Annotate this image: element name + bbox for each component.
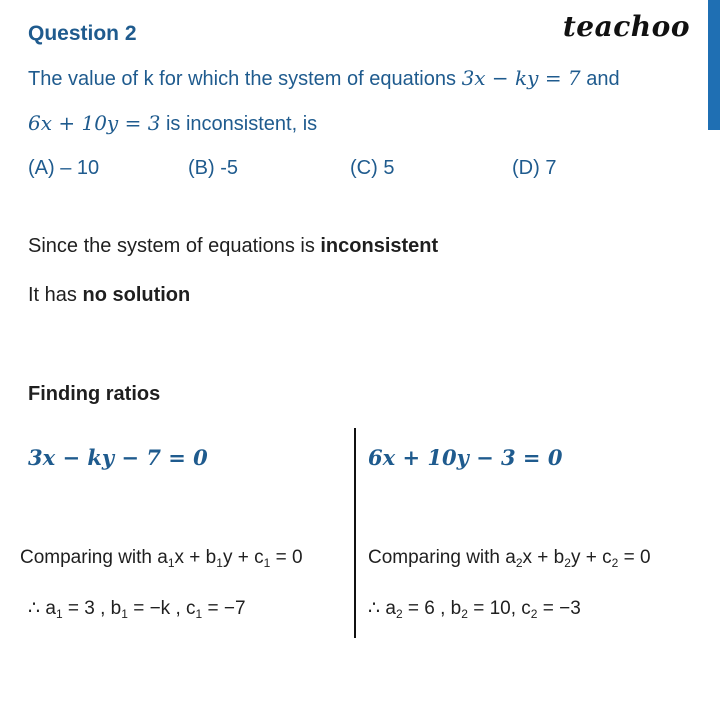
subscript: 2 bbox=[611, 556, 619, 570]
subscript: 2 bbox=[395, 607, 403, 621]
subscript: 2 bbox=[515, 556, 523, 570]
option-a: (A) – 10 bbox=[28, 157, 100, 179]
subscript: 2 bbox=[530, 607, 538, 621]
right-values bbox=[368, 597, 581, 620]
subscript: 2 bbox=[564, 556, 571, 570]
compare-text: = 0 bbox=[270, 547, 303, 568]
option-c: (C) 5 bbox=[350, 157, 395, 179]
values-text: = 10, c bbox=[467, 598, 531, 619]
section-heading: Finding ratios bbox=[28, 383, 161, 405]
compare-text: x + b bbox=[174, 547, 217, 568]
compare-text: x + b bbox=[522, 547, 565, 568]
compare-text: y + c bbox=[570, 547, 612, 568]
compare-text: Comparing with a bbox=[20, 547, 168, 568]
question-text: The value of k for which the system of equations bbox=[28, 68, 462, 90]
solution-line-2 bbox=[28, 284, 190, 307]
left-equation: 3x − ky − 7 = 0 bbox=[28, 445, 208, 470]
accent-bar bbox=[708, 0, 720, 130]
compare-text: = 0 bbox=[618, 547, 651, 568]
values-text: ∴ a bbox=[28, 598, 56, 619]
subscript: 1 bbox=[55, 607, 63, 621]
subscript: 1 bbox=[263, 556, 271, 570]
solution-text: Since the system of equations is bbox=[28, 235, 321, 257]
brand-logo: teachoo bbox=[562, 10, 690, 43]
subscript: 1 bbox=[121, 607, 128, 621]
question-text: is inconsistent, is bbox=[160, 113, 318, 135]
question-label: Question 2 bbox=[28, 22, 137, 45]
compare-text: y + c bbox=[222, 547, 264, 568]
right-comparison bbox=[368, 547, 651, 569]
values-text: = −k , c bbox=[127, 598, 196, 619]
question-line-1 bbox=[28, 66, 620, 91]
values-text: = −7 bbox=[202, 598, 246, 619]
solution-bold: inconsistent bbox=[320, 235, 439, 257]
values-text: = −3 bbox=[537, 598, 581, 619]
option-d: (D) 7 bbox=[512, 157, 557, 179]
values-text: ∴ a bbox=[368, 598, 396, 619]
question-line-2 bbox=[28, 111, 317, 136]
values-text: = 3 , b bbox=[62, 598, 122, 619]
subscript: 1 bbox=[216, 556, 223, 570]
subscript: 1 bbox=[167, 556, 175, 570]
left-values bbox=[28, 597, 246, 620]
equation-1: 3x − ky = 7 bbox=[461, 66, 581, 90]
solution-bold: no solution bbox=[82, 284, 191, 306]
solution-line-1 bbox=[28, 235, 438, 258]
right-equation: 6x + 10y − 3 = 0 bbox=[368, 445, 563, 470]
option-b: (B) -5 bbox=[188, 157, 238, 179]
solution-text: It has bbox=[28, 284, 83, 306]
values-text: = 6 , b bbox=[402, 598, 462, 619]
column-divider bbox=[354, 428, 356, 638]
question-text: and bbox=[580, 68, 620, 90]
compare-text: Comparing with a bbox=[368, 547, 516, 568]
subscript: 1 bbox=[195, 607, 203, 621]
equation-2: 6x + 10y = 3 bbox=[28, 111, 161, 135]
subscript: 2 bbox=[461, 607, 468, 621]
left-comparison bbox=[20, 547, 303, 569]
